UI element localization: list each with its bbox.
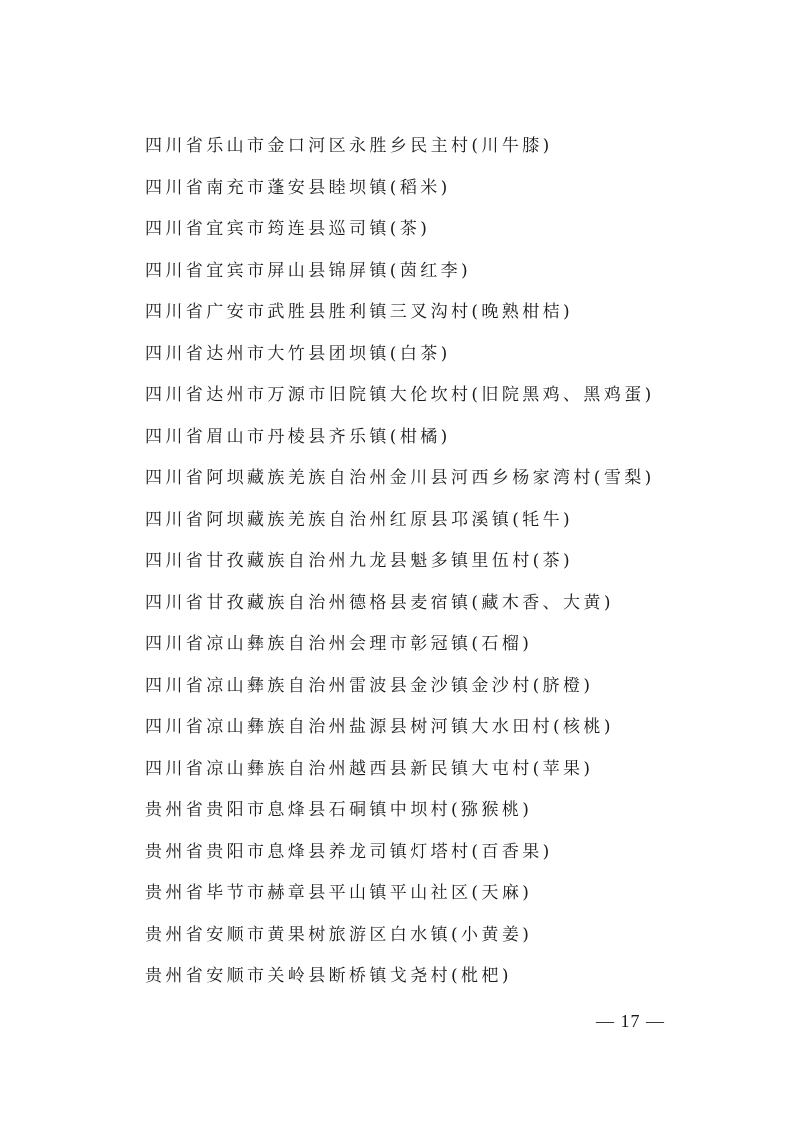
- list-item: 四川省阿坝藏族羌族自治州金川县河西乡杨家湾村(雪梨): [145, 468, 655, 488]
- list-item: 四川省达州市万源市旧院镇大伦坎村(旧院黑鸡、黑鸡蛋): [145, 385, 655, 405]
- list-item: 四川省甘孜藏族自治州九龙县魁多镇里伍村(茶): [145, 551, 574, 571]
- list-item: 四川省达州市大竹县团坝镇(白茶): [145, 343, 451, 364]
- list-item: 贵州省贵阳市息烽县石硐镇中坝村(猕猴桃): [145, 800, 533, 820]
- page-number: — 17 —: [596, 1011, 665, 1031]
- list-item: 四川省凉山彝族自治州会理市彰冠镇(石榴): [145, 634, 533, 654]
- list-item: 四川省乐山市金口河区永胜乡民主村(川牛膝): [145, 136, 553, 156]
- list-item: 四川省宜宾市屏山县锦屏镇(茵红李): [145, 260, 472, 281]
- list-item: 贵州省安顺市黄果树旅游区白水镇(小黄姜): [145, 924, 533, 945]
- list-item: 贵州省毕节市赫章县平山镇平山社区(天麻): [145, 883, 533, 903]
- entry-list: [145, 129, 745, 1001]
- list-item: 四川省眉山市丹棱县齐乐镇(柑橘): [145, 426, 451, 447]
- list-item: 贵州省贵阳市息烽县养龙司镇灯塔村(百香果): [145, 841, 553, 862]
- list-item: 四川省凉山彝族自治州雷波县金沙镇金沙村(脐橙): [145, 675, 594, 696]
- list-item: 四川省凉山彝族自治州盐源县树河镇大水田村(核桃): [145, 717, 614, 737]
- list-item: 四川省甘孜藏族自治州德格县麦宿镇(藏木香、大黄): [145, 592, 614, 613]
- list-item: 四川省广安市武胜县胜利镇三叉沟村(晚熟柑桔): [145, 302, 574, 322]
- list-item: 四川省阿坝藏族羌族自治州红原县邛溪镇(牦牛): [145, 509, 574, 530]
- list-item: 贵州省安顺市关岭县断桥镇戈尧村(枇杷): [145, 966, 512, 986]
- list-item: 四川省凉山彝族自治州越西县新民镇大屯村(苹果): [145, 758, 594, 779]
- list-item: 四川省宜宾市筠连县巡司镇(茶): [145, 219, 431, 239]
- list-item: 四川省南充市蓬安县睦坝镇(稻米): [145, 177, 451, 198]
